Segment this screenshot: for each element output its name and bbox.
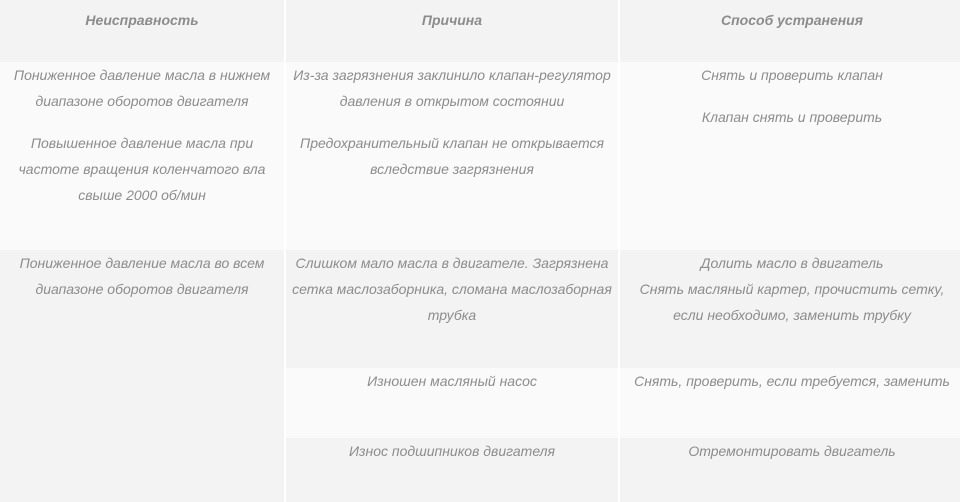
cause-text: Из-за загрязнения заклинило клапан-регулятор давления в открытом состоянии	[293, 67, 611, 109]
fix-cell	[620, 250, 960, 368]
fix-cell	[620, 438, 960, 502]
fix-cell	[620, 62, 960, 250]
cause-text: Предохранительный клапан не открывается вследствие загрязнения	[300, 135, 604, 177]
fix-text: Снять масляный картер, прочистить сетку, если необходимо, заменить трубку	[639, 281, 945, 323]
fix-cell	[620, 368, 960, 438]
fix-text: Снять и проверить клапан	[701, 67, 883, 83]
header-fault: Неисправность	[0, 0, 284, 62]
cause-text: Изношен масляный насос	[367, 373, 537, 389]
table-header-row	[0, 0, 960, 62]
cause-cell	[286, 368, 618, 438]
fault-cell	[0, 250, 284, 502]
cause-cell	[286, 438, 618, 502]
fix-text: Долить масло в двигатель	[700, 255, 884, 271]
fault-text: Пониженное давление масла во всем диапазоне оборотов двигателя	[19, 255, 265, 297]
fix-text: Клапан снять и проверить	[701, 109, 883, 125]
cause-cell	[286, 62, 618, 250]
table-row	[0, 62, 960, 250]
fix-text: Снять, проверить, если требуется, заменить	[634, 373, 950, 389]
cause-text: Износ подшипников двигателя	[348, 443, 556, 459]
table-row	[0, 250, 960, 368]
cause-text: Слишком мало масла в двигателе. Загрязнена сетка маслозаборника, сломана маслозаборная трубка	[292, 255, 612, 323]
cause-cell	[286, 250, 618, 368]
header-fix: Способ устранения	[620, 0, 960, 62]
fix-text: Отремонтировать двигатель	[688, 443, 896, 459]
fault-cell	[0, 62, 284, 250]
fault-text: Пониженное давление масла в нижнем диапазоне оборотов двигателя	[13, 67, 271, 109]
header-cause: Причина	[286, 0, 618, 62]
fault-text: Повышенное давление масла при частоте вращения коленчатого вла свыше 2000 об/мин	[18, 135, 266, 203]
